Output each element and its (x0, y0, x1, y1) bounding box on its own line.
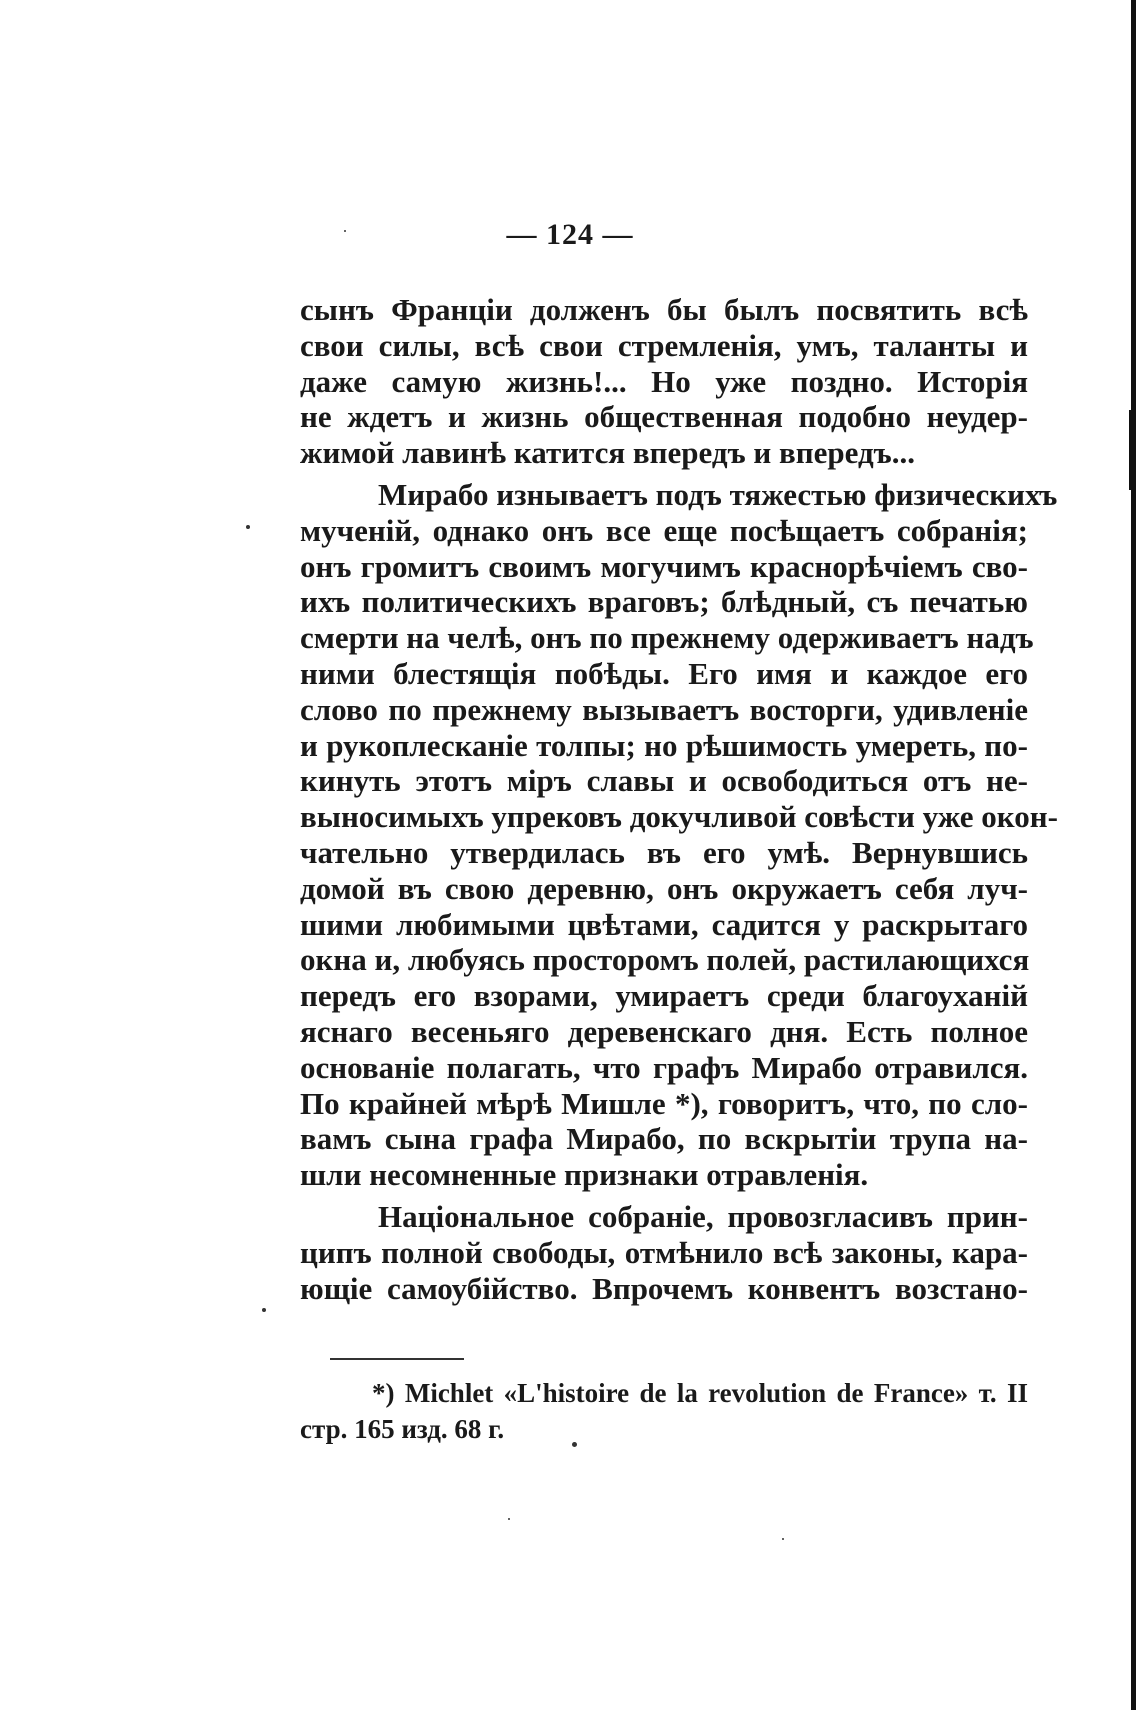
paragraph-3 (300, 1199, 1028, 1306)
text-line: свои силы, всѣ свои стремленія, умъ, таланты и (300, 327, 1028, 363)
text-line: ними блестящія побѣды. Его имя и каждое его (300, 655, 1028, 691)
text-line: Мирабо изнываетъ подъ тяжестью физическихъ (378, 476, 1058, 512)
text-line: даже самую жизнь!... Но уже поздно. Исторія (300, 363, 1028, 399)
text-line: кинуть этотъ міръ славы и освободиться отъ не- (300, 763, 1028, 799)
paragraph-1 (300, 292, 1028, 471)
text-line: ихъ политическихъ враговъ; блѣдный, съ печатью (300, 584, 1028, 620)
text-line: сынъ Франціи долженъ бы былъ посвятить всѣ (300, 292, 1028, 327)
print-speck (344, 230, 346, 232)
print-speck (508, 1518, 510, 1520)
text-line: окна и, любуясь просторомъ полей, растилающихся (300, 942, 1030, 978)
text-line: и рукоплесканіе толпы; но рѣшимость умереть, по- (300, 727, 1028, 763)
text-line: домой въ свою деревню, онъ окружаетъ себя луч- (300, 870, 1028, 906)
text-line: онъ громитъ своимъ могучимъ краснорѣчіемъ сво- (300, 548, 1028, 584)
page-edge-shadow (1131, 0, 1136, 1710)
text-line: мученій, однако онъ все еще посѣщаетъ собранія; (300, 512, 1028, 548)
text-line: ющіе самоубійство. Впрочемъ конвентъ возстано- (300, 1270, 1028, 1306)
text-line: чательно утвердилась въ его умѣ. Вернувшись (300, 834, 1028, 870)
page-edge-mark (1129, 410, 1132, 490)
text-line: выносимыхъ упрековъ докучливой совѣсти уже окон- (300, 799, 1058, 835)
text-line: передъ его взорами, умираетъ среди благоуханій (300, 978, 1028, 1014)
print-speck (262, 1308, 266, 1312)
paragraph-2 (300, 476, 1058, 1193)
text-line: вамъ сына графа Мирабо, по вскрытіи трупа на- (300, 1121, 1028, 1157)
text-line: По крайней мѣрѣ Мишле *), говоритъ, что, по сло- (300, 1085, 1028, 1121)
page-number: — 124 — (506, 218, 634, 251)
text-line: жимой лавинѣ катится впередъ и впередъ... (300, 435, 915, 471)
body-text (300, 292, 1058, 1312)
footnote-line: стр. 165 изд. 68 г. (300, 1414, 505, 1444)
print-speck (246, 525, 250, 529)
text-line: шли несомненные признаки отравленія. (300, 1157, 869, 1193)
print-speck (572, 1442, 577, 1447)
footnote-line: *) Michlet «L'histoire de la revolution de France» т. II (372, 1378, 1028, 1408)
text-line: ципъ полной свободы, отмѣнило всѣ законы, кара- (300, 1234, 1028, 1270)
text-line: основаніе полагать, что графъ Мирабо отравился. (300, 1049, 1028, 1085)
text-line: не ждетъ и жизнь общественная подобно неудер- (300, 399, 1028, 435)
text-line: слово по прежнему вызываетъ восторги, удивленіе (300, 691, 1028, 727)
text-line: яснаго весеньяго деревенскаго дня. Есть полное (300, 1013, 1028, 1049)
print-speck (782, 1538, 784, 1540)
text-line: Національное собраніе, провозгласивъ прин- (378, 1198, 1028, 1234)
footnote (300, 1375, 1028, 1447)
text-line: смерти на челѣ, онъ по прежнему одерживаетъ надъ (300, 620, 1034, 656)
text-line: шими любимыми цвѣтами, садится у раскрытаго (300, 906, 1028, 942)
footnote-divider (330, 1358, 464, 1360)
